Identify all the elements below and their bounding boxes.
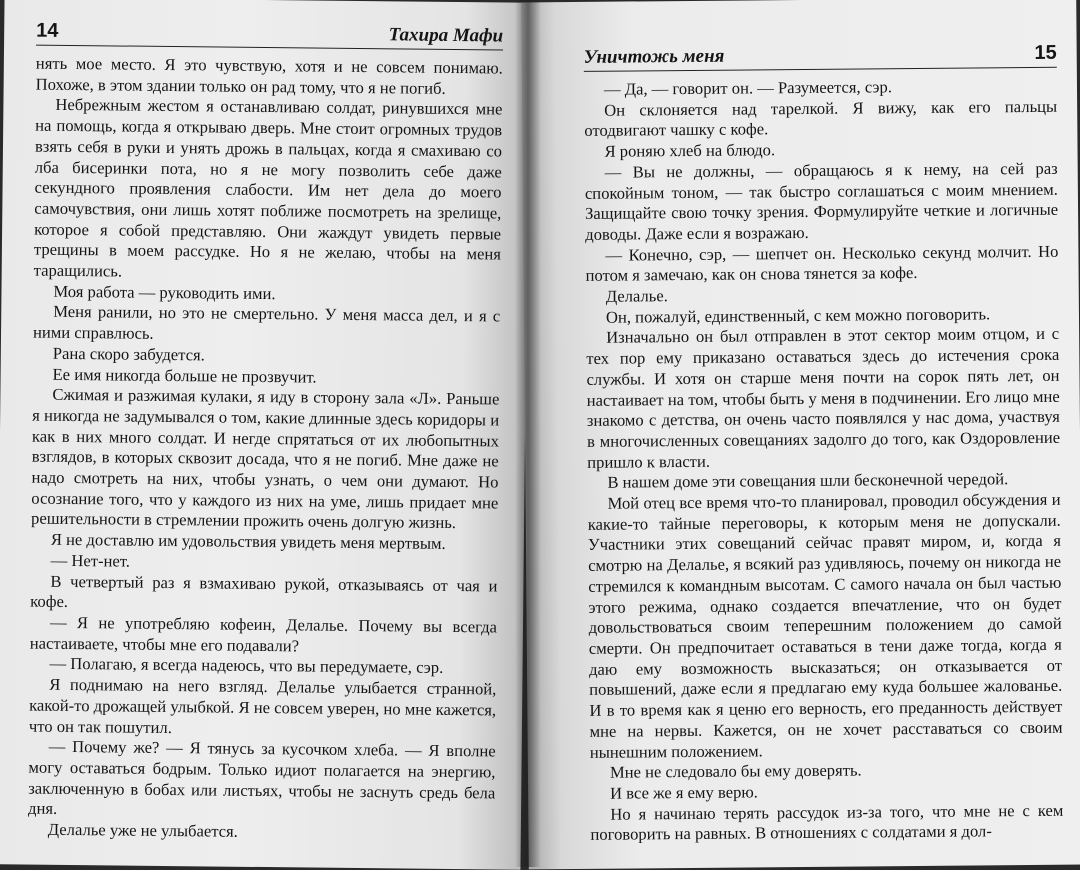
left-page-text: [28, 54, 503, 846]
left-running-head: [36, 20, 503, 51]
left-page-number: 14: [36, 19, 59, 42]
paragraph: — Полагаю, я всегда надеюсь, что вы передумаете, сэр.: [49, 654, 444, 678]
left-running-head-title: Тахира Мафи: [388, 24, 504, 47]
paragraph: Меня ранили, но это не смертельно. У меня масса дел, и я с ними справлюсь.: [32, 302, 501, 343]
paragraph: В нашем доме эти совещания шли бесконечной чередой.: [607, 469, 1009, 493]
paragraph: — Нет-нет.: [50, 550, 131, 571]
paragraph: Моя работа — руководить ими.: [53, 281, 276, 303]
paragraph: Я не доставлю им удовольствия увидеть меня мертвым.: [50, 529, 446, 554]
paragraph: — Да, — говорит он. — Разумеется, сэр.: [603, 77, 893, 99]
paragraph: Изначально он был отправлен в этот сектор моим отцом, и с тех пор ему приказано оставаться здесь до истечения срока службы. И хотя он старше меня почти на сорок пять лет, он настаивает на том, чтобы быть у меня в подчинении. Его лицо мне знакомо с детства, он очень часто появлялся у нас дома, участвуя в многочисленных совещаниях задолго до того, как Оздоровление пришло к власти.: [586, 324, 1061, 472]
paragraph: Делалье уже не улыбается.: [47, 819, 238, 841]
paragraph: Но я начинаю терять рассудок из-за того, что мне не с кем поговорить на равных. В отношениях с солдатами я дол-: [590, 800, 1064, 845]
paragraph: — Конечно, сэр, — шепчет он. Несколько секунд молчит. Но потом я замечаю, как он снова тянется за кофе.: [585, 241, 1059, 286]
paragraph: нять мое место. Я это чувствую, хотя и не совсем понимаю. Похоже, в этом здании только он рад тому, что я не погиб.: [35, 53, 503, 98]
paragraph: Небрежным жестом я останавливаю солдат, ринувшихся мне на помощь, когда я открываю дверь. Мне стоит огромных трудов взять себя в руки и унять дрожь в пальцах, когда я смахиваю со лба бисеринки пота, но я не могу позволить себе даже секундного проявления слабости. Им нет дела до моего самочувствия, они лишь хотят поближе посмотреть на зрелище, которое я собой представляю. Они жаждут увидеть первые трещины в моем рассудке. Но я не желаю, чтобы на меня таращились.: [33, 95, 503, 281]
paragraph: И все же я ему верю.: [610, 782, 758, 803]
right-page-text: [584, 76, 1064, 846]
right-page-number: 15: [1034, 41, 1057, 64]
left-page: [0, 0, 530, 870]
paragraph: Сжимая и разжимая кулаки, я иду в сторону зала «Л». Раньше я никогда не задумывался о том, какие длинные здесь коридоры и как в них много солдат. И негде спрятаться от их любопытных взглядов, в которых сквозит досада, что я не погиб. Мне даже не надо смотреть на них, чтобы узнать, о чем они думают. Но осознание того, что у каждого из них на уме, лишь придает мне решительности в стремлении прожить очень долгую жизнь.: [30, 385, 500, 533]
paragraph: Я поднимаю на него взгляд. Делалье улыбается странной, какой-то дрожащей улыбкой. Я не совсем уверен, но мне кажется, что он так пошутил.: [28, 674, 497, 737]
right-running-head-title: Уничтожь меня: [583, 45, 725, 68]
paragraph: — Вы не должны, — обращаюсь я к нему, на сей раз спокойным тоном, — так быстро соглашаться с моим мнением. Защищайте свою точку зрения. Формулируйте четкие и логичные доводы. Даже если я возражаю.: [584, 158, 1059, 244]
paragraph: Делалье.: [605, 286, 668, 306]
paragraph: Он, пожалуй, единственный, с кем можно поговорить.: [605, 304, 991, 327]
paragraph: Рана скоро забудется.: [52, 343, 205, 365]
paragraph: Мне не следовало бы ему доверять.: [609, 760, 862, 782]
paragraph: Ее имя никогда больше не прозвучит.: [52, 364, 317, 387]
right-page: [521, 0, 1080, 869]
paragraph: — Почему же? — Я тянусь за кусочком хлеба. — Я вполне могу оставаться бодрым. Только идиот полагается на энергию, заключенную в бобах или листьях, чтобы не заснуть средь бела дня.: [27, 736, 496, 819]
paragraph: — Я не употребляю кофеин, Делалье. Почему вы всегда настаиваете, чтобы мне его подавали?: [29, 612, 498, 656]
right-running-head: [584, 42, 1057, 72]
paragraph: Он склоняется над тарелкой. Я вижу, как его пальцы отодвигают чашку с кофе.: [584, 96, 1058, 141]
paragraph: В четвертый раз я взмахиваю рукой, отказываясь от чая и кофе.: [30, 571, 498, 612]
paragraph: Мой отец все время что-то планировал, проводил обсуждения и какие-то тайные переговоры, к которым меня не допускали. Участники этих совещаний сейчас правят миром, и, когда я смотрю на Делалье, я всякий раз удивляюсь, почему он никогда не стремился к командным высотам. С самого начала он был частью этого режима, однако создается впечатление, что он будет довольствоваться своим теперешним положением до самой смерти. Он предпочитает оставаться в тени даже тогда, когда я даю ему возможность высказаться; он отказывается от повышений, даже если я предлагаю ему куда большее жалованье. И в то время как я ценю его верность, его преданность действует мне на нервы. Кажется, он не хочет расставаться со своим нынешним положением.: [587, 489, 1063, 762]
paragraph: Я роняю хлеб на блюдо.: [604, 140, 776, 161]
